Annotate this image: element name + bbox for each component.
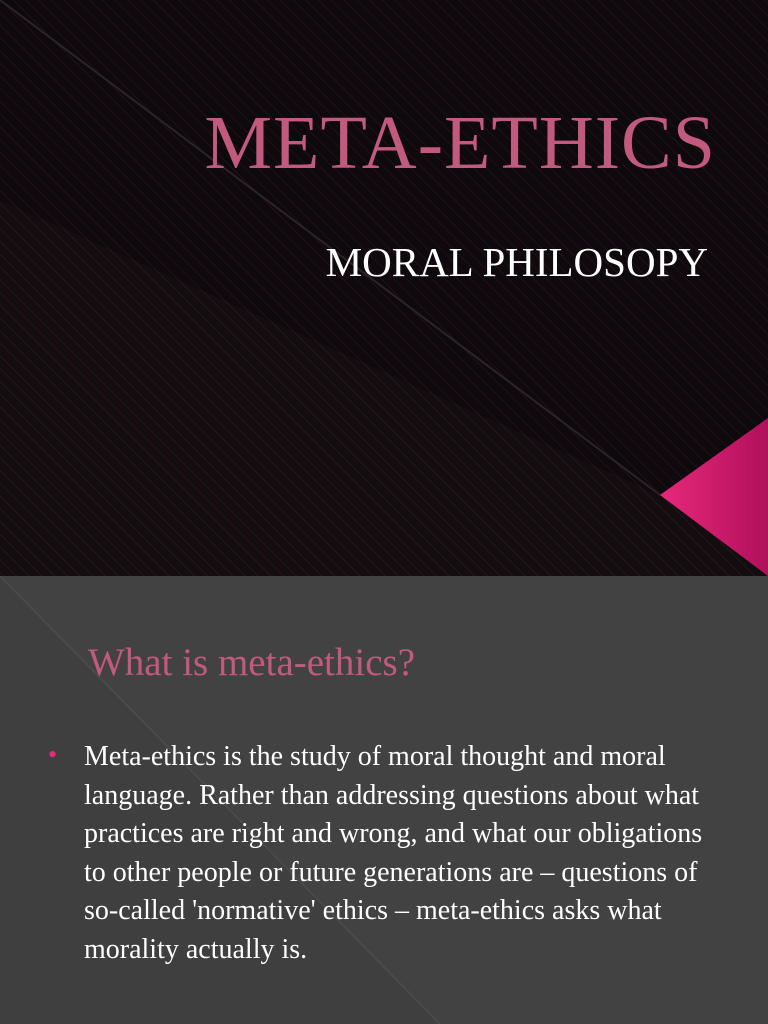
bullet-dot-icon: • [48,740,58,769]
slide-title: META-ETHICS [204,101,716,185]
slide-subtitle: MORAL PHILOSOPY [325,239,708,285]
bullet-list [48,738,728,977]
content-slide [0,576,768,1024]
slide-heading: What is meta-ethics? [88,641,416,684]
bullet-text: Meta-ethics is the study of moral thought and moral language. Rather than addressing questions about what practices are right and wrong, and what our obligations to other people or future generations are – questions of so-called 'normative' ethics – meta-ethics asks what morality actually is. [84,741,703,965]
list-item [48,738,728,969]
